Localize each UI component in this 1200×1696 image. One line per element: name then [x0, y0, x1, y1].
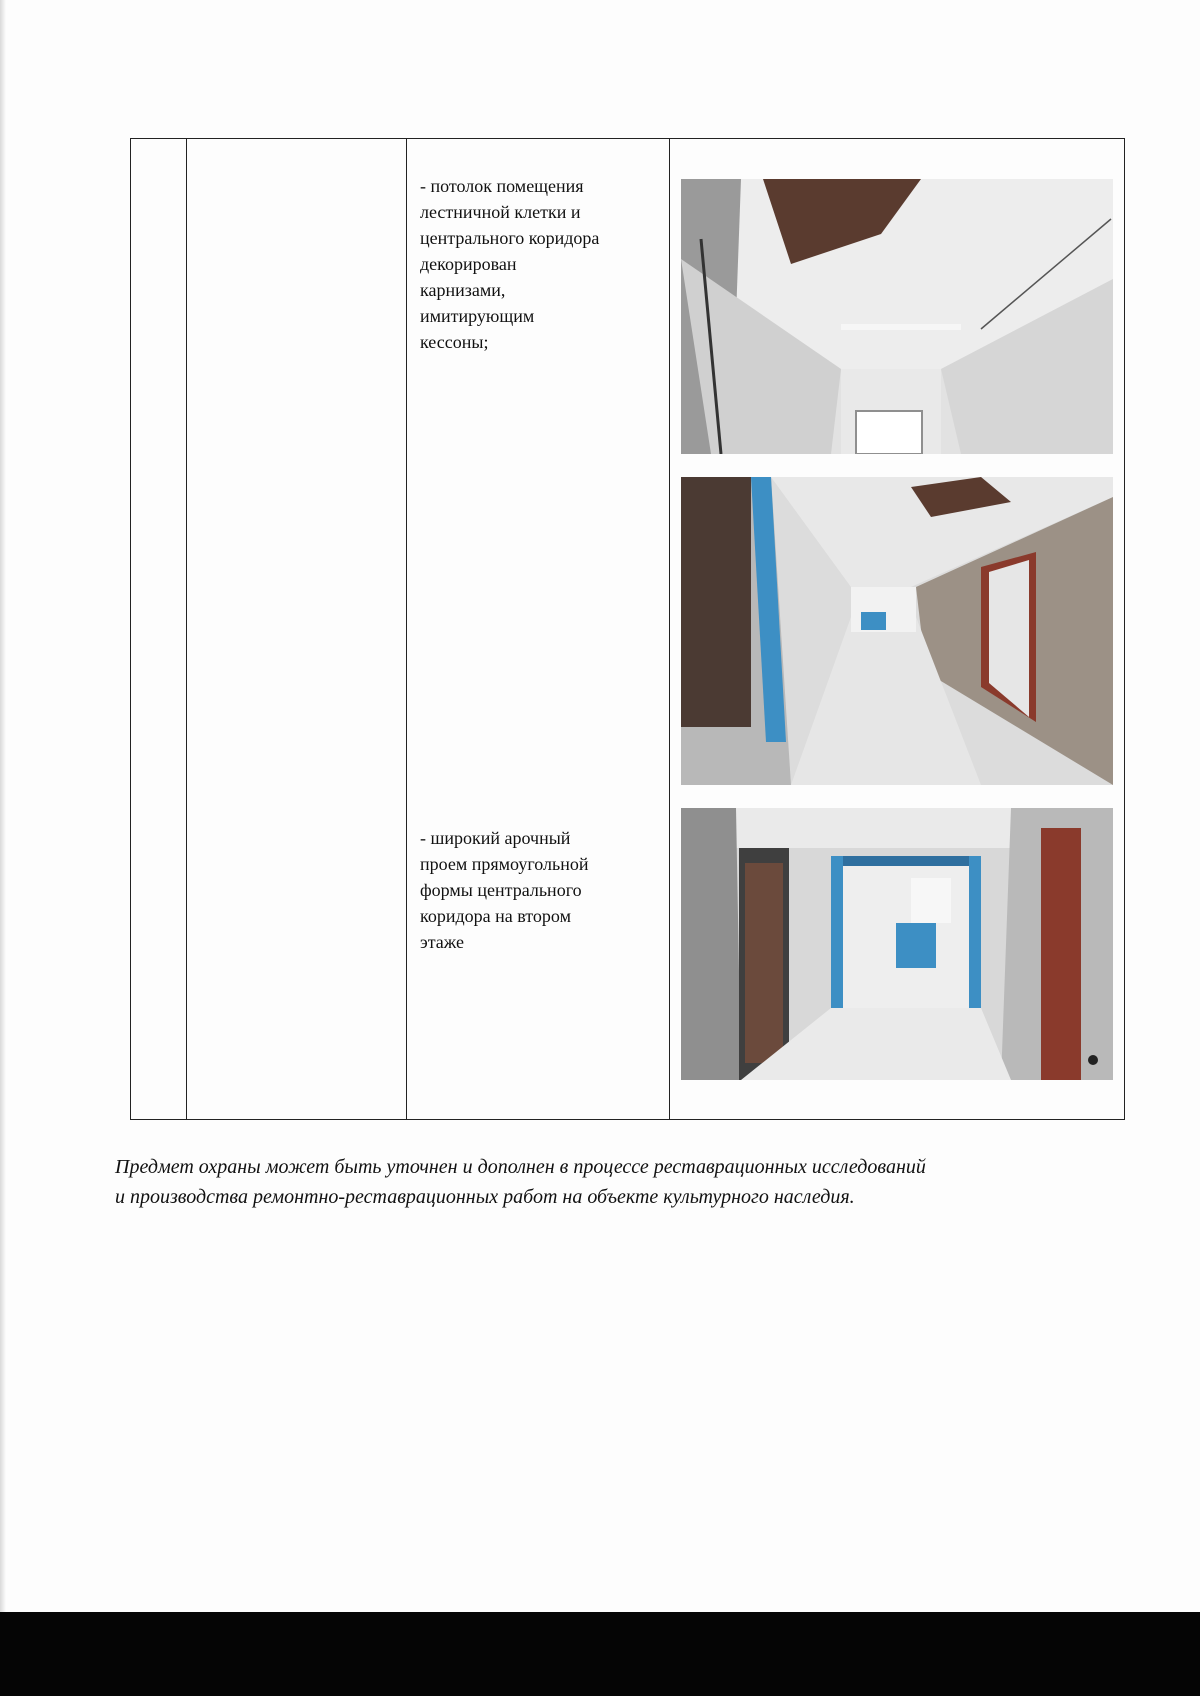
opening-description: - широкий арочный проем прямоугольной формы центрального коридора на втором этаже: [420, 828, 589, 952]
photo-corridor: [681, 477, 1113, 785]
protection-table: [130, 138, 1125, 1120]
column-divider-3: [669, 139, 670, 1119]
ceiling-description: - потолок помещения лестничной клетки и центрального коридора декорирован карнизами, имитирующим кессоны;: [420, 176, 600, 352]
scan-edge-shadow: [0, 0, 6, 1612]
column-divider-2: [406, 139, 407, 1119]
scan-bottom-band: [0, 1612, 1200, 1696]
footnote-line-2: и производства ремонтно-реставрационных работ на объекте культурного наследия.: [115, 1186, 855, 1208]
photo-wide-opening: [681, 808, 1113, 1080]
footnote: [115, 1152, 1155, 1212]
column-divider-1: [186, 139, 187, 1119]
photo-ceiling: [681, 179, 1113, 454]
footnote-line-1: Предмет охраны может быть уточнен и дополнен в процессе реставрационных исследований: [115, 1156, 926, 1178]
